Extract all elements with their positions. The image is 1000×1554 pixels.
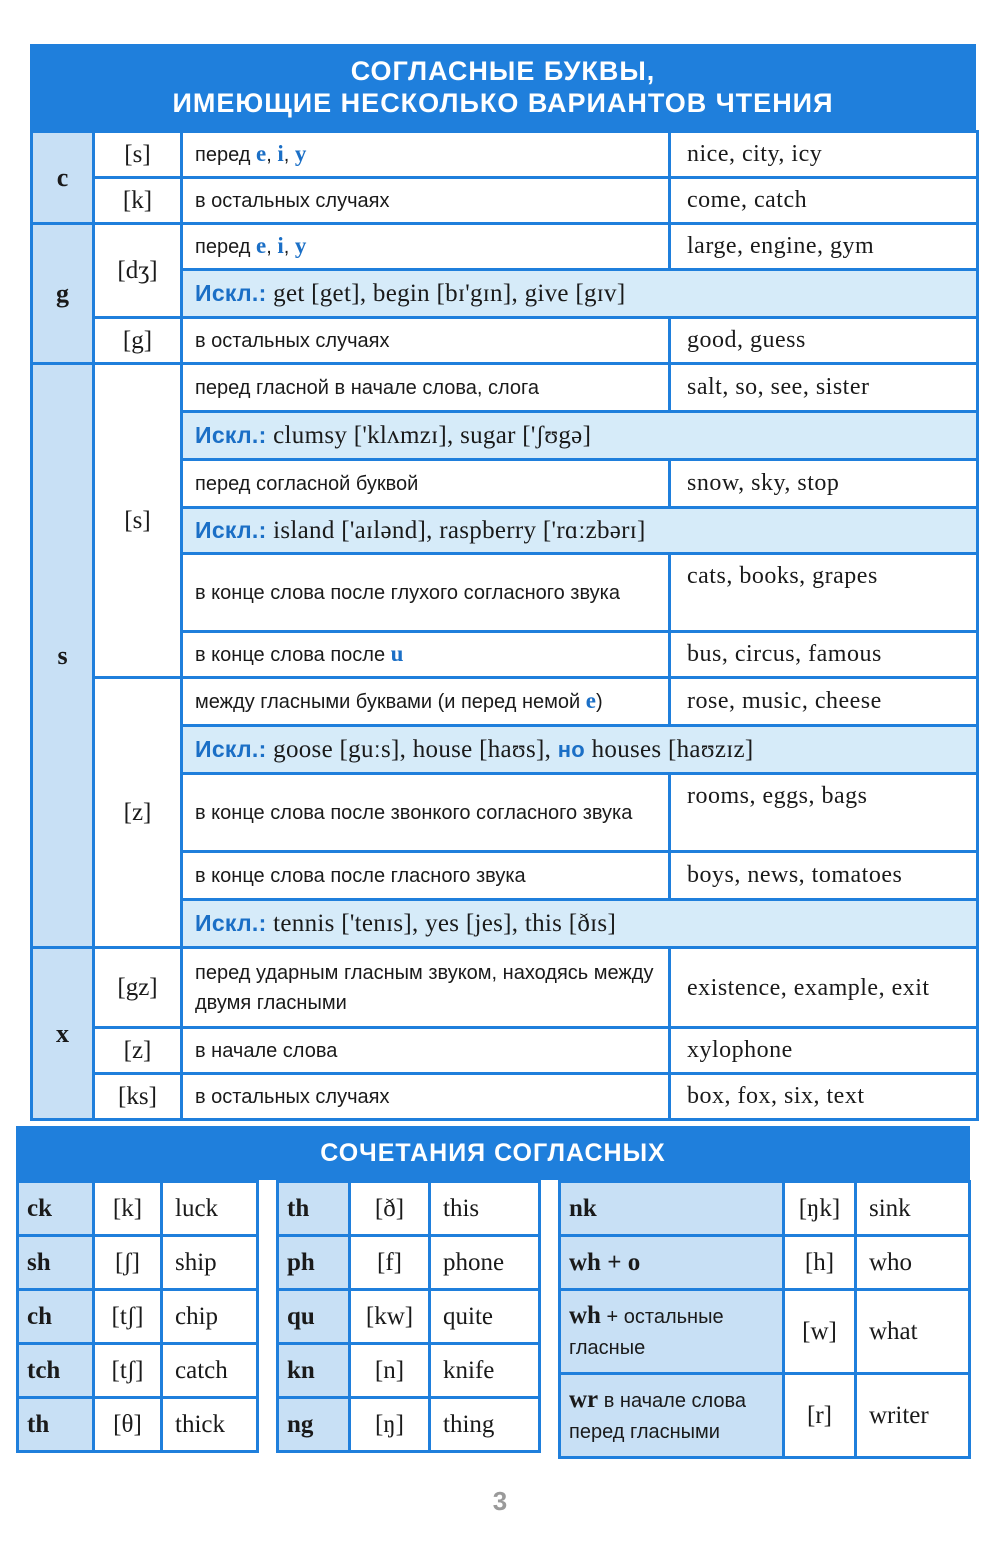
combo-word: ship [162, 1236, 258, 1290]
combo-word: phone [430, 1236, 540, 1290]
exception-label: Искл.: [195, 735, 267, 762]
combo-word: writer [856, 1374, 970, 1458]
exception-label: Искл.: [195, 909, 267, 936]
combo-sound: [k] [94, 1182, 162, 1236]
exception-cell [182, 270, 978, 318]
combo-key [560, 1374, 784, 1458]
combo-key: wh + o [560, 1236, 784, 1290]
table-row [32, 132, 978, 178]
rule-text: ) [595, 691, 603, 713]
rule-cell: перед согласной буквой [182, 460, 670, 508]
letter-cell: x [32, 948, 94, 1120]
table-row [32, 224, 978, 270]
combo-key-letters: wh [569, 1301, 601, 1329]
table-row [560, 1290, 970, 1374]
vowel-y: y [294, 141, 307, 166]
examples-cell: large, engine, gym [670, 224, 978, 270]
sound-cell: [gz] [94, 948, 182, 1028]
examples-cell: snow, sky, stop [670, 460, 978, 508]
combo-sound: [ŋ] [350, 1398, 430, 1452]
table-row [32, 318, 978, 364]
examples-cell: nice, city, icy [670, 132, 978, 178]
combo-sound: [w] [784, 1290, 856, 1374]
combo-sound: [ŋk] [784, 1182, 856, 1236]
rule-cell: в конце слова после гласного звука [182, 852, 670, 900]
sound-cell: [g] [94, 318, 182, 364]
sound-cell: [ks] [94, 1074, 182, 1120]
combo-word: thick [162, 1398, 258, 1452]
combo-key: th [18, 1398, 94, 1452]
exception-text: clumsy ['klʌmzɪ], sugar ['ʃʊgə] [273, 421, 592, 449]
vowel-i: i [277, 233, 284, 258]
table-row [560, 1236, 970, 1290]
exception-text: island ['aɪlənd], raspberry ['rɑːzbərɪ] [273, 516, 646, 544]
rule-text: перед [195, 144, 256, 166]
combo-sound: [r] [784, 1374, 856, 1458]
exception-text: get [get], begin [bɪ'gɪn], give [gɪv] [273, 279, 626, 307]
combo-key-letters: wr [569, 1385, 599, 1413]
rule-cell: перед ударным гласным звуком, находясь между двумя гласными [182, 948, 670, 1028]
separator: , [266, 236, 278, 258]
examples-cell: existence, example, exit [670, 948, 978, 1028]
sound-cell: [z] [94, 678, 182, 948]
combinations-table-2 [276, 1180, 541, 1453]
combo-sound: [tʃ] [94, 1290, 162, 1344]
table-row [278, 1236, 540, 1290]
rule-text: перед [195, 236, 256, 258]
table-row [278, 1398, 540, 1452]
rule-cell: в начале слова [182, 1028, 670, 1074]
table-row [560, 1374, 970, 1458]
combo-key: tch [18, 1344, 94, 1398]
rule-text: в конце слова после [195, 644, 391, 666]
examples-cell: box, fox, six, text [670, 1074, 978, 1120]
combo-word: luck [162, 1182, 258, 1236]
vowel-e: e [256, 233, 267, 258]
examples-cell: boys, news, tomatoes [670, 852, 978, 900]
separator: , [266, 144, 278, 166]
combo-sound: [ð] [350, 1182, 430, 1236]
page-number: 3 [492, 1486, 508, 1516]
page-title [30, 44, 976, 130]
table-row [18, 1290, 258, 1344]
exception-text: houses [haʊzɪz] [585, 735, 754, 763]
exception-text: tennis ['tenɪs], yes [jes], this [ðɪs] [273, 909, 617, 937]
rule-cell: в остальных случаях [182, 1074, 670, 1120]
combinations-table-3 [558, 1180, 971, 1459]
separator: , [283, 236, 295, 258]
letter-cell: g [32, 224, 94, 364]
exception-cell [182, 900, 978, 948]
exception-text: goose [guːs], house [haʊs], [273, 735, 558, 763]
table-row [278, 1344, 540, 1398]
vowel-e: e [256, 141, 267, 166]
examples-cell: rooms, eggs, bags [670, 774, 978, 852]
combo-key [560, 1290, 784, 1374]
examples-cell: bus, circus, famous [670, 632, 978, 678]
table-row [18, 1398, 258, 1452]
rule-cell: в конце слова после звонкого согласного звука [182, 774, 670, 852]
vowel-u: u [390, 641, 404, 666]
table-row [278, 1290, 540, 1344]
combo-word: catch [162, 1344, 258, 1398]
combinations-table-1 [16, 1180, 259, 1453]
combo-key-rule: в начале слова перед гласными [569, 1389, 747, 1443]
combo-key: qu [278, 1290, 350, 1344]
rule-cell: в остальных случаях [182, 178, 670, 224]
combo-key: nk [560, 1182, 784, 1236]
rule-cell: в остальных случаях [182, 318, 670, 364]
combo-key: sh [18, 1236, 94, 1290]
table-row [32, 1028, 978, 1074]
sound-cell: [dʒ] [94, 224, 182, 318]
combo-word: knife [430, 1344, 540, 1398]
title-line-2: ИМЕЮЩИЕ НЕСКОЛЬКО ВАРИАНТОВ ЧТЕНИЯ [172, 88, 834, 118]
table-row [18, 1182, 258, 1236]
combinations-title: СОЧЕТАНИЯ СОГЛАСНЫХ [16, 1126, 970, 1180]
table-row [18, 1236, 258, 1290]
table-row [32, 364, 978, 412]
examples-cell: rose, music, cheese [670, 678, 978, 726]
separator: , [283, 144, 295, 166]
combo-sound: [f] [350, 1236, 430, 1290]
combo-word: this [430, 1182, 540, 1236]
letter-cell: c [32, 132, 94, 224]
combo-word: who [856, 1236, 970, 1290]
table-row [32, 678, 978, 726]
table-row [32, 178, 978, 224]
combo-word: what [856, 1290, 970, 1374]
combo-word: sink [856, 1182, 970, 1236]
exception-label: Искл.: [195, 279, 267, 306]
combo-word: quite [430, 1290, 540, 1344]
rule-cell [182, 132, 670, 178]
rule-cell: перед гласной в начале слова, слога [182, 364, 670, 412]
examples-cell: come, catch [670, 178, 978, 224]
exception-label: Искл.: [195, 516, 267, 543]
combo-sound: [ʃ] [94, 1236, 162, 1290]
examples-cell: xylophone [670, 1028, 978, 1074]
sound-cell: [z] [94, 1028, 182, 1074]
rule-cell [182, 224, 670, 270]
examples-cell: good, guess [670, 318, 978, 364]
combo-sound: [θ] [94, 1398, 162, 1452]
combo-sound: [tʃ] [94, 1344, 162, 1398]
examples-cell: salt, so, see, sister [670, 364, 978, 412]
exception-label: Искл.: [195, 421, 267, 448]
but-label: но [557, 736, 586, 762]
combo-sound: [h] [784, 1236, 856, 1290]
combo-key: ph [278, 1236, 350, 1290]
combo-word: chip [162, 1290, 258, 1344]
letters-table [30, 130, 979, 1121]
combo-key: ch [18, 1290, 94, 1344]
sound-cell: [s] [94, 364, 182, 678]
combo-word: thing [430, 1398, 540, 1452]
letter-cell: s [32, 364, 94, 948]
examples-cell: cats, books, grapes [670, 554, 978, 632]
rule-text: между гласными буквами (и перед немой [195, 691, 586, 713]
vowel-e: e [585, 688, 596, 713]
rule-cell: в конце слова после глухого согласного звука [182, 554, 670, 632]
table-row [32, 948, 978, 1028]
table-row [18, 1344, 258, 1398]
exception-cell [182, 508, 978, 554]
combo-key: kn [278, 1344, 350, 1398]
sound-cell: [k] [94, 178, 182, 224]
exception-cell [182, 726, 978, 774]
vowel-y: y [294, 233, 307, 258]
vowel-i: i [277, 141, 284, 166]
combo-key: th [278, 1182, 350, 1236]
combo-key: ng [278, 1398, 350, 1452]
combo-sound: [kw] [350, 1290, 430, 1344]
consonants-table-frame [30, 44, 976, 1126]
exception-cell [182, 412, 978, 460]
combo-sound: [n] [350, 1344, 430, 1398]
rule-cell [182, 678, 670, 726]
table-row [278, 1182, 540, 1236]
table-row [32, 1074, 978, 1120]
title-line-1: СОГЛАСНЫЕ БУКВЫ, [350, 56, 656, 86]
combo-key: ck [18, 1182, 94, 1236]
combo-key-rule: + остальные гласные [569, 1305, 724, 1359]
sound-cell: [s] [94, 132, 182, 178]
table-row [560, 1182, 970, 1236]
rule-cell [182, 632, 670, 678]
